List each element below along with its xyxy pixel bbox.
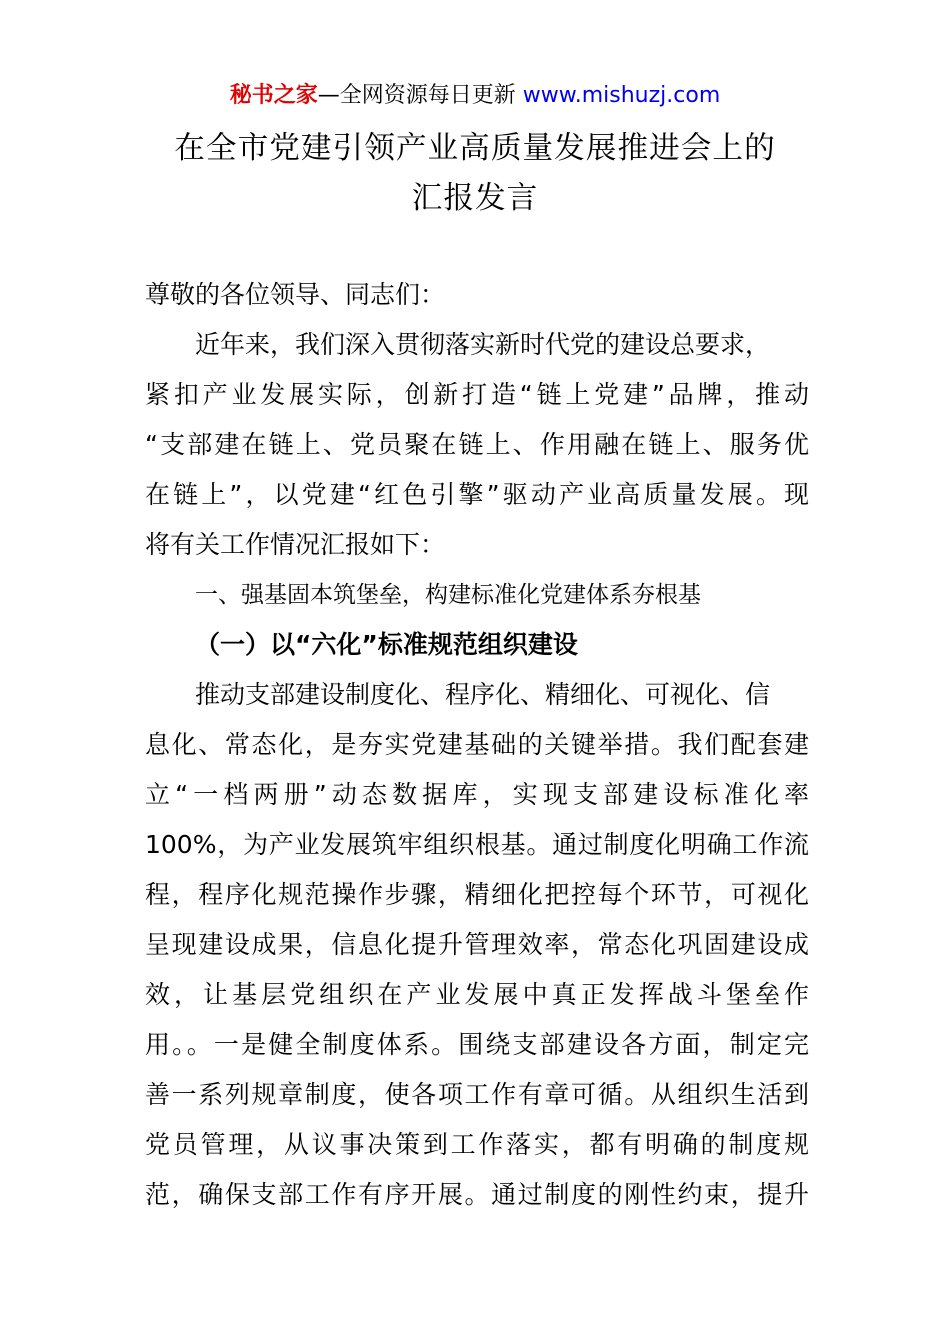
subsection-heading: （一）以“六化”标准规范组织建设 [195, 630, 578, 659]
paragraph-line: 呈现建设成果，信息化提升管理效率，常态化巩固建设成 [145, 930, 809, 959]
banner-brand: 秘书之家 [229, 83, 318, 108]
paragraph-line: 党员管理，从议事决策到工作落实，都有明确的制度规 [145, 1130, 809, 1159]
paragraph-line: 紧扣产业发展实际，创新打造“链上党建”品牌，推动 [145, 380, 809, 409]
paragraph-line: 100%，为产业发展筑牢组织根基。通过制度化明确工作流 [145, 830, 809, 859]
site-banner [0, 80, 950, 112]
paragraph-line: 将有关工作情况汇报如下： [145, 530, 446, 559]
paragraph-line: 推动支部建设制度化、程序化、精细化、可视化、信 [195, 680, 771, 709]
paragraph-line: 在链上”，以党建“红色引擎”驱动产业高质量发展。现 [145, 480, 809, 509]
paragraph-line: 效，让基层党组织在产业发展中真正发挥战斗堡垒作 [145, 980, 809, 1009]
paragraph-line: “支部建在链上、党员聚在链上、作用融在链上、服务优 [145, 430, 809, 459]
paragraph-line: 立“一档两册”动态数据库，实现支部建设标准化率 [145, 780, 809, 809]
document-title-line-1: 在全市党建引领产业高质量发展推进会上的 [174, 131, 776, 166]
section-heading: 一、强基固本筑堡垒，构建标准化党建体系夯根基 [195, 582, 701, 608]
paragraph-line: 善一系列规章制度，使各项工作有章可循。从组织生活到 [145, 1080, 809, 1109]
banner-url-link[interactable]: www.mishuzj.com [522, 83, 721, 108]
paragraph-line: 范，确保支部工作有序开展。通过制度的刚性约束，提升 [145, 1180, 809, 1209]
paragraph-line: 程，程序化规范操作步骤，精细化把控每个环节，可视化 [145, 880, 809, 909]
banner-tagline: —全网资源每日更新 [317, 83, 523, 108]
paragraph-line: 息化、常态化，是夯实党建基础的关键举措。我们配套建 [145, 730, 809, 759]
document-title-line-2: 汇报发言 [411, 181, 539, 216]
paragraph-line: 近年来，我们深入贯彻落实新时代党的建设总要求， [195, 330, 771, 359]
paragraph-line: 用。。一是健全制度体系。围绕支部建设各方面，制定完 [145, 1030, 809, 1059]
salutation: 尊敬的各位领导、同志们： [145, 280, 446, 309]
